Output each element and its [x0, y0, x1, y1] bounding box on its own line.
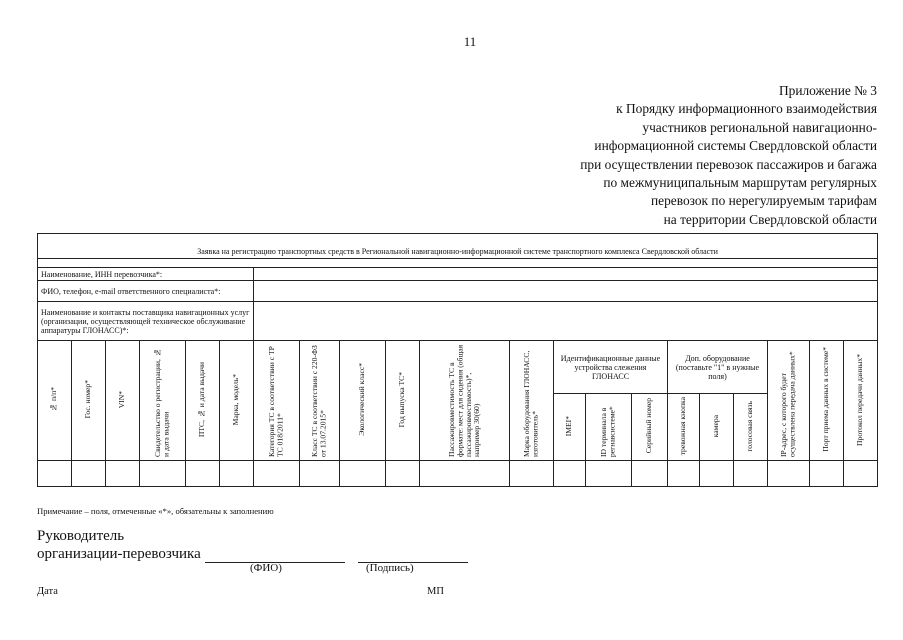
appendix-line: Приложение № 3	[778, 83, 877, 98]
col-header: Год выпуска ТС*	[386, 341, 420, 461]
page-number: 11	[463, 34, 477, 49]
col-header: Экологический класс*	[340, 341, 386, 461]
appendix-line: перевозок по нерегулируемым тарифам	[650, 193, 877, 209]
col-header: Класс ТС в соответствии с 220-ФЗ от 13.07.2015*	[300, 341, 340, 461]
form-title	[38, 234, 878, 259]
subcol-header: голосовая связь	[734, 394, 768, 461]
stamp-label: МП	[427, 586, 444, 597]
col-header: Категория ТС в соответствии с ТР ТС 018/2011*	[254, 341, 300, 461]
table-cell[interactable]	[106, 461, 140, 487]
appendix-line: участников региональной навигационно-	[642, 119, 877, 135]
appendix-line: по межмуниципальным маршрутам регулярных	[603, 175, 877, 191]
subcol-header: Серийный номер	[632, 394, 668, 461]
appendix-line: при осуществлении перевозок пассажиров и багажа	[580, 156, 877, 172]
table-cell[interactable]	[700, 461, 734, 487]
col-header: Гос. номер*	[72, 341, 106, 461]
table-cell[interactable]	[768, 461, 810, 487]
table-cell[interactable]	[340, 461, 386, 487]
table-row	[38, 461, 878, 487]
table-cell[interactable]	[220, 461, 254, 487]
table-cell[interactable]	[140, 461, 186, 487]
table-cell[interactable]	[844, 461, 878, 487]
provider-label: Наименование и контакты поставщика навигационных услуг (организации, осуществляющей техническое обслуживание аппаратуры ГЛОНАСС)*:	[38, 302, 254, 341]
signature-caption: (Подпись)	[366, 562, 414, 574]
signature-role-text: организации-перевозчика	[37, 546, 201, 562]
table-cell[interactable]	[38, 461, 72, 487]
table-cell[interactable]	[586, 461, 632, 487]
signature-role-line2	[37, 545, 468, 563]
table-cell[interactable]	[510, 461, 554, 487]
col-header: Протокол передачи данных*	[844, 341, 878, 461]
table-cell[interactable]	[386, 461, 420, 487]
table-cell[interactable]	[554, 461, 586, 487]
table-cell[interactable]	[810, 461, 844, 487]
table-cell[interactable]	[420, 461, 510, 487]
responsible-label: ФИО, телефон, e-mail ответственного специалиста*:	[38, 281, 254, 302]
registration-form-table	[37, 233, 878, 487]
signature-block	[37, 527, 468, 563]
table-cell[interactable]	[734, 461, 768, 487]
provider-input[interactable]	[254, 302, 878, 341]
col-header: Марка, модель*	[220, 341, 254, 461]
table-cell[interactable]	[300, 461, 340, 487]
col-header: Порт приема данных в системе*	[810, 341, 844, 461]
identification-group-header: Идентификационные данные устройства слежения ГЛОНАСС	[554, 341, 668, 394]
col-header: Марка оборудования ГЛОНАСС, изготовитель*	[510, 341, 554, 461]
appendix-line: на территории Свердловской области	[663, 211, 877, 227]
fio-caption: (ФИО)	[250, 562, 282, 574]
date-label: Дата	[37, 586, 58, 597]
subcol-header: IMEI*	[554, 394, 586, 461]
fio-line[interactable]	[205, 548, 345, 563]
blank-row	[38, 259, 878, 268]
subcol-header: ID терминала в регнавсистеме*	[586, 394, 632, 461]
equipment-group-header: Доп. оборудование (поставьте "1" в нужные поля)	[668, 341, 768, 394]
col-header: ПТС, № и дата выдачи	[186, 341, 220, 461]
col-header: VIN*	[106, 341, 140, 461]
form-note: Примечание – поля, отмеченные «*», обязательны к заполнению	[37, 506, 274, 516]
carrier-label: Наименование, ИНН перевозчика*:	[38, 268, 254, 281]
table-cell[interactable]	[186, 461, 220, 487]
table-cell[interactable]	[254, 461, 300, 487]
signature-role-line1: Руководитель	[37, 528, 125, 544]
col-header: № п/п*	[38, 341, 72, 461]
col-header: IP-адрес, с которого будет осуществлена передача данных*	[768, 341, 810, 461]
col-header: Пассажировместимость ТС в формате: мест для сидения (общая пассажировместимость)*, например 30(60)	[420, 341, 510, 461]
subcol-header: камера	[700, 394, 734, 461]
form-title-text: Заявка на регистрацию транспортных средств в Региональной навигационно-информационной системе транспортного комплекса Свердловской области	[197, 247, 718, 256]
appendix-line: информационной системы Свердловской области	[594, 138, 877, 154]
carrier-input[interactable]	[254, 268, 878, 281]
appendix-line: к Порядку информационного взаимодействия	[616, 101, 877, 117]
appendix-header	[457, 82, 877, 229]
signature-line[interactable]	[358, 548, 468, 563]
responsible-input[interactable]	[254, 281, 878, 302]
table-cell[interactable]	[668, 461, 700, 487]
subcol-header: тревожная кнопка	[668, 394, 700, 461]
table-cell[interactable]	[632, 461, 668, 487]
table-cell[interactable]	[72, 461, 106, 487]
col-header: Свидетельство о регистрации, № и дата выдачи	[140, 341, 186, 461]
